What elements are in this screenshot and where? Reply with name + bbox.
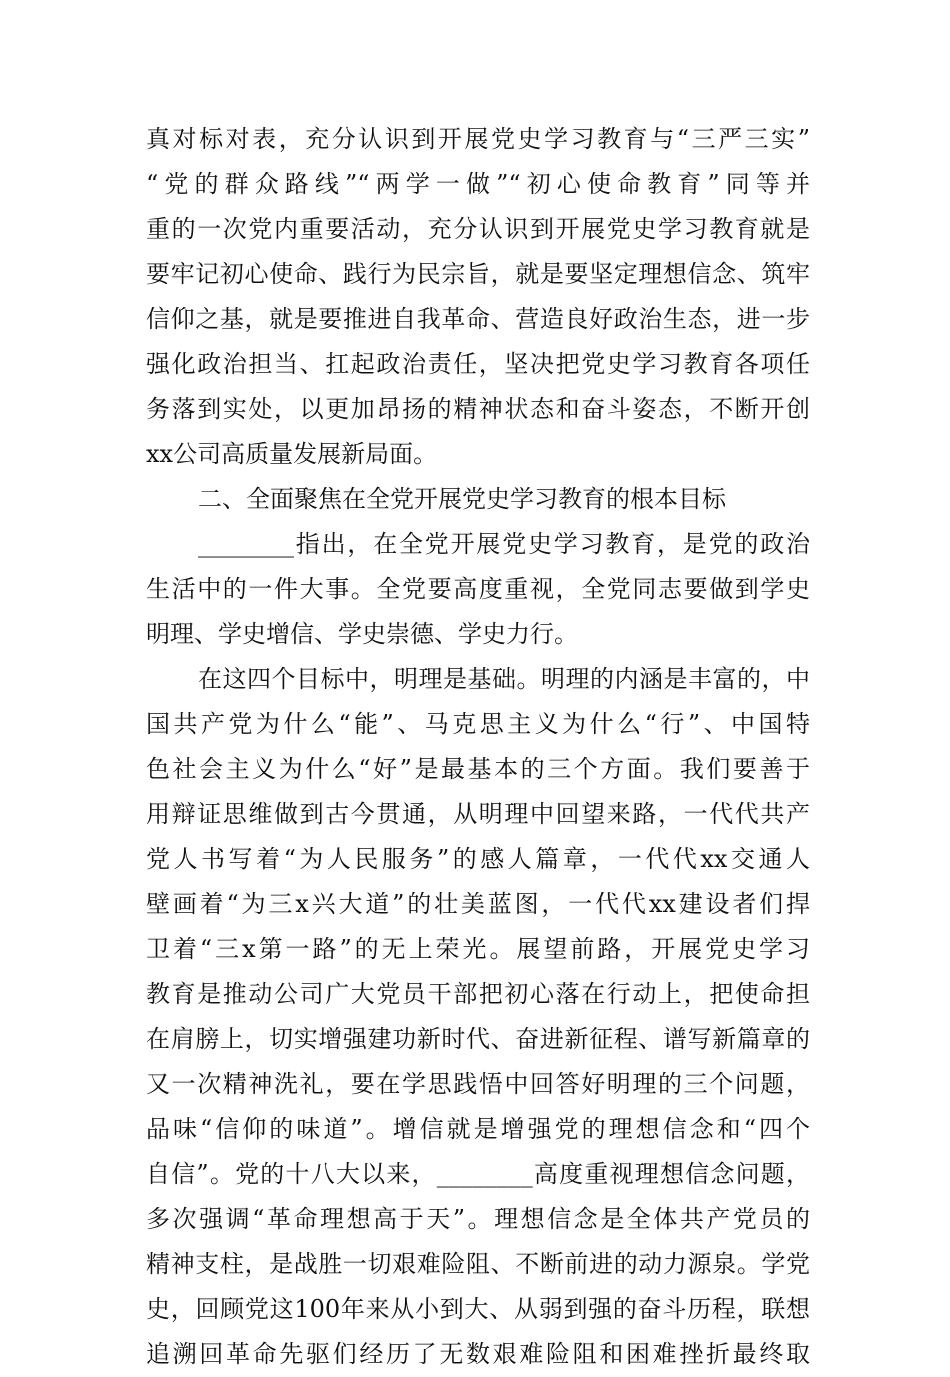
text-line: 明理、学史增信、学史崇德、学史力行。 xyxy=(146,620,578,648)
text-line: 壁画着“为三x兴大道”的壮美蓝图，一代代xx建设者们捍 xyxy=(146,890,810,918)
section-heading: 二、全面聚焦在全党开展党史学习教育的根本目标 xyxy=(198,485,726,513)
text-line: 用辩证思维做到古今贯通，从明理中回望来路，一代代共产 xyxy=(146,800,810,828)
text-line: 精神支柱，是战胜一切艰难险阻、不断前进的动力源泉。学党 xyxy=(146,1250,810,1278)
text-line: 自信”。党的十八大以来，________高度重视理想信念问题， xyxy=(146,1160,810,1188)
text-line: 信仰之基，就是要推进自我革命、营造良好政治生态，进一步 xyxy=(146,305,810,333)
document-body xyxy=(146,117,810,1377)
text-line: 多次强调“革命理想高于天”。理想信念是全体共产党员的 xyxy=(146,1205,810,1233)
text-line: 真对标对表，充分认识到开展党史学习教育与“三严三实” xyxy=(146,125,810,153)
text-line: 强化政治担当、扛起政治责任，坚决把党史学习教育各项任 xyxy=(146,350,810,378)
text-line: 教育是推动公司广大党员干部把初心落在行动上，把使命担 xyxy=(146,980,810,1008)
text-line: 卫着“三x第一路”的无上荣光。展望前路，开展党史学习 xyxy=(146,935,810,963)
text-line: 国共产党为什么“能”、马克思主义为什么“行”、中国特 xyxy=(146,710,810,738)
text-line: “党的群众路线”“两学一做”“初心使命教育”同等并 xyxy=(146,170,810,198)
text-line: 重的一次党内重要活动，充分认识到开展党史学习教育就是 xyxy=(146,215,810,243)
text-line: 生活中的一件大事。全党要高度重视，全党同志要做到学史 xyxy=(146,575,810,603)
text-line: 在肩膀上，切实增强建功新时代、奋进新征程、谱写新篇章的 xyxy=(146,1025,810,1053)
text-line: 追溯回革命先驱们经历了无数艰难险阻和困难挫折最终取 xyxy=(146,1340,810,1368)
text-line: ________指出，在全党开展党史学习教育，是党的政治 xyxy=(198,530,810,558)
text-line: 史，回顾党这100年来从小到大、从弱到强的奋斗历程，联想 xyxy=(146,1295,810,1323)
text-line: 在这四个目标中，明理是基础。明理的内涵是丰富的，中 xyxy=(198,665,810,693)
text-line: 色社会主义为什么“好”是最基本的三个方面。我们要善于 xyxy=(146,755,810,783)
text-line: 要牢记初心使命、践行为民宗旨，就是要坚定理想信念、筑牢 xyxy=(146,260,810,288)
text-line: 又一次精神洗礼，要在学思践悟中回答好明理的三个问题， xyxy=(146,1070,810,1098)
text-line: xx公司高质量发展新局面。 xyxy=(146,440,438,468)
text-line: 品味“信仰的味道”。增信就是增强党的理想信念和“四个 xyxy=(146,1115,810,1143)
text-line: 党人书写着“为人民服务”的感人篇章，一代代xx交通人 xyxy=(146,845,810,873)
text-line: 务落到实处，以更加昂扬的精神状态和奋斗姿态，不断开创 xyxy=(146,395,810,423)
